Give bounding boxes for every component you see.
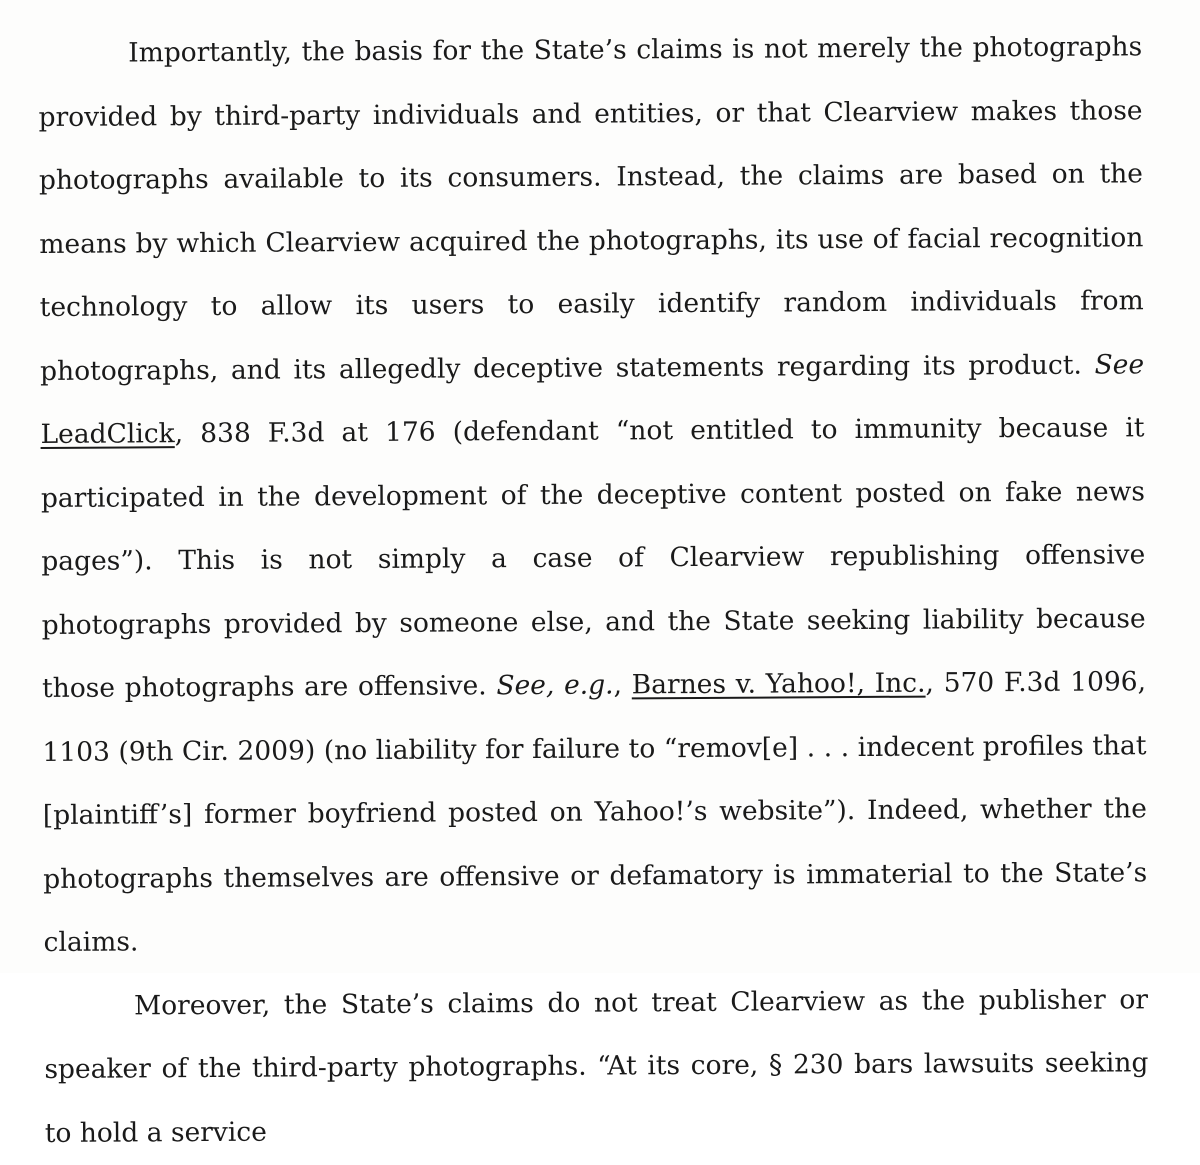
text-segment: , 838 F.3d at 176 (defendant “not entitled to immunity because it participated in the development of the deceptive content posted on fake news pages”). This is not simply a case of Clearview republishing offensive photographs provided by someone else, and the State seeking liability because those photographs are offensive. — [41, 412, 1146, 704]
signal-see-eg: See, e.g. — [496, 669, 613, 701]
case-citation-leadclick: LeadClick — [40, 418, 174, 450]
signal-see: See — [1094, 349, 1144, 380]
body-text — [38, 15, 1149, 1165]
text-segment: , 570 F.3d 1096, 1103 (9th Cir. 2009) (no liability for failure to “remov[e] . . . indecent profiles that [plaintiff’s] former boyfriend posted on Yahoo!’s website”). Indeed, whether the photographs themselves are offensive or defamatory is immaterial to the State’s claims. — [42, 666, 1147, 958]
case-citation-barnes: Barnes v. Yahoo!, Inc. — [632, 668, 926, 701]
text-segment: Moreover, the State’s claims do not treat Clearview as the publisher or speaker of the third-party photographs. “At its core, § 230 bars lawsuits seeking to hold a service — [44, 984, 1148, 1149]
paragraph-importantly — [38, 15, 1148, 974]
text-segment: Importantly, the basis for the State’s claims is not merely the photographs provided by third-party individuals and entities, or that Clearview makes those photographs available to its consumers. Instead, the claims are based on the means by which Clearview acquired the photographs, its use of facial recognition technology to allow its users to easily identify random individuals from photographs, and its allegedly deceptive statements regarding its product. — [38, 31, 1143, 386]
paragraph-moreover — [44, 968, 1149, 1165]
text-segment: , — [613, 669, 631, 700]
